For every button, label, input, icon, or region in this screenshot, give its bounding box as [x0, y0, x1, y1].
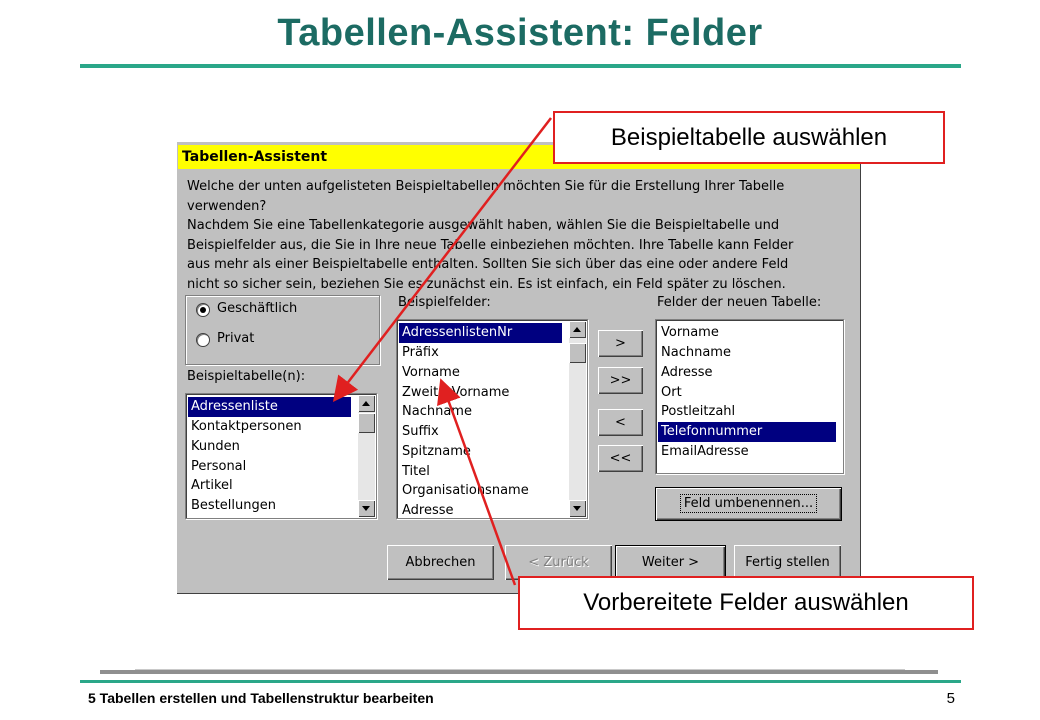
callout-select-prepared-fields: Vorbereitete Felder auswählen	[518, 576, 974, 630]
slide-title: Tabellen-Assistent: Felder	[277, 12, 763, 54]
sample-tables-label: Beispieltabelle(n):	[187, 369, 306, 384]
radio-label: Privat	[217, 331, 255, 346]
new-fields-label: Felder der neuen Tabelle:	[657, 295, 822, 310]
next-button[interactable]: Weiter >	[615, 545, 726, 580]
wizard-instructions: Welche der unten aufgelisteten Beispieltabellen möchten Sie für die Erstellung Ihrer Tabelle verwenden? Nachdem Sie eine Tabellenkategorie ausgewählt haben, wählen Sie die Beispieltabelle und Beispielfelder aus, die Sie in Ihre neue Tabelle einbeziehen möchten. Ihre Tabelle kann Felder aus mehr als einer Beispieltabelle enthalten. Sollten Sie sich über das eine oder andere Feld nicht so sicher sein, beziehen Sie es zunächst ein. Es ist einfach, ein Feld später zu löschen.	[187, 179, 794, 292]
remove-all-fields-button[interactable]: <<	[598, 445, 643, 472]
list-item[interactable]: Vorname	[661, 325, 719, 340]
list-item[interactable]: Suffix	[402, 424, 439, 439]
list-item[interactable]: Präfix	[402, 345, 439, 360]
footer-chapter-title: 5 Tabellen erstellen und Tabellenstruktur bearbeiten	[88, 690, 434, 706]
list-item[interactable]: Vorname	[402, 365, 460, 380]
list-item[interactable]: Nachname	[402, 404, 472, 419]
list-item[interactable]: Organisationsname	[402, 483, 529, 498]
callout-select-sample-table: Beispieltabelle auswählen	[553, 111, 945, 164]
cancel-button[interactable]: Abbrechen	[387, 545, 494, 580]
add-all-fields-button[interactable]: >>	[598, 367, 643, 394]
list-item[interactable]: Adresse	[402, 503, 454, 518]
arrow-to-sample-fields	[442, 383, 515, 585]
radio-label: Geschäftlich	[217, 301, 298, 316]
list-item-selected[interactable]: Telefonnummer	[658, 422, 836, 442]
back-button[interactable]: < Zurück	[505, 545, 612, 580]
list-item-selected[interactable]: Adressenliste	[188, 397, 351, 417]
sample-fields-label: Beispielfelder:	[398, 295, 491, 310]
list-item[interactable]: Bestellungen	[191, 498, 276, 513]
list-item[interactable]: Kontaktpersonen	[191, 419, 302, 434]
list-item[interactable]: Kunden	[191, 439, 240, 454]
list-item[interactable]: Personal	[191, 459, 247, 474]
rename-field-label: Feld umbenennen...	[680, 494, 817, 513]
finish-button[interactable]: Fertig stellen	[734, 545, 841, 580]
add-field-button[interactable]: >	[598, 330, 643, 357]
list-item[interactable]: Adresse	[661, 365, 713, 380]
list-item[interactable]: ZweiterVorname	[402, 385, 510, 400]
dialog-title: Tabellen-Assistent	[178, 145, 860, 169]
arrow-to-sample-table	[336, 118, 551, 398]
list-item[interactable]: Nachname	[661, 345, 731, 360]
page-number: 5	[946, 690, 955, 707]
remove-field-button[interactable]: <	[598, 409, 643, 436]
list-item[interactable]: Titel	[402, 464, 430, 479]
list-item[interactable]: EmailAdresse	[661, 444, 749, 459]
footer-shadow	[100, 670, 938, 674]
list-item-selected[interactable]: AdressenlistenNr	[399, 323, 562, 343]
footer-divider	[80, 680, 961, 683]
list-item[interactable]: Artikel	[191, 478, 233, 493]
list-item[interactable]: Ort	[661, 385, 682, 400]
list-item[interactable]: Postleitzahl	[661, 404, 736, 419]
list-item[interactable]: Spitzname	[402, 444, 471, 459]
